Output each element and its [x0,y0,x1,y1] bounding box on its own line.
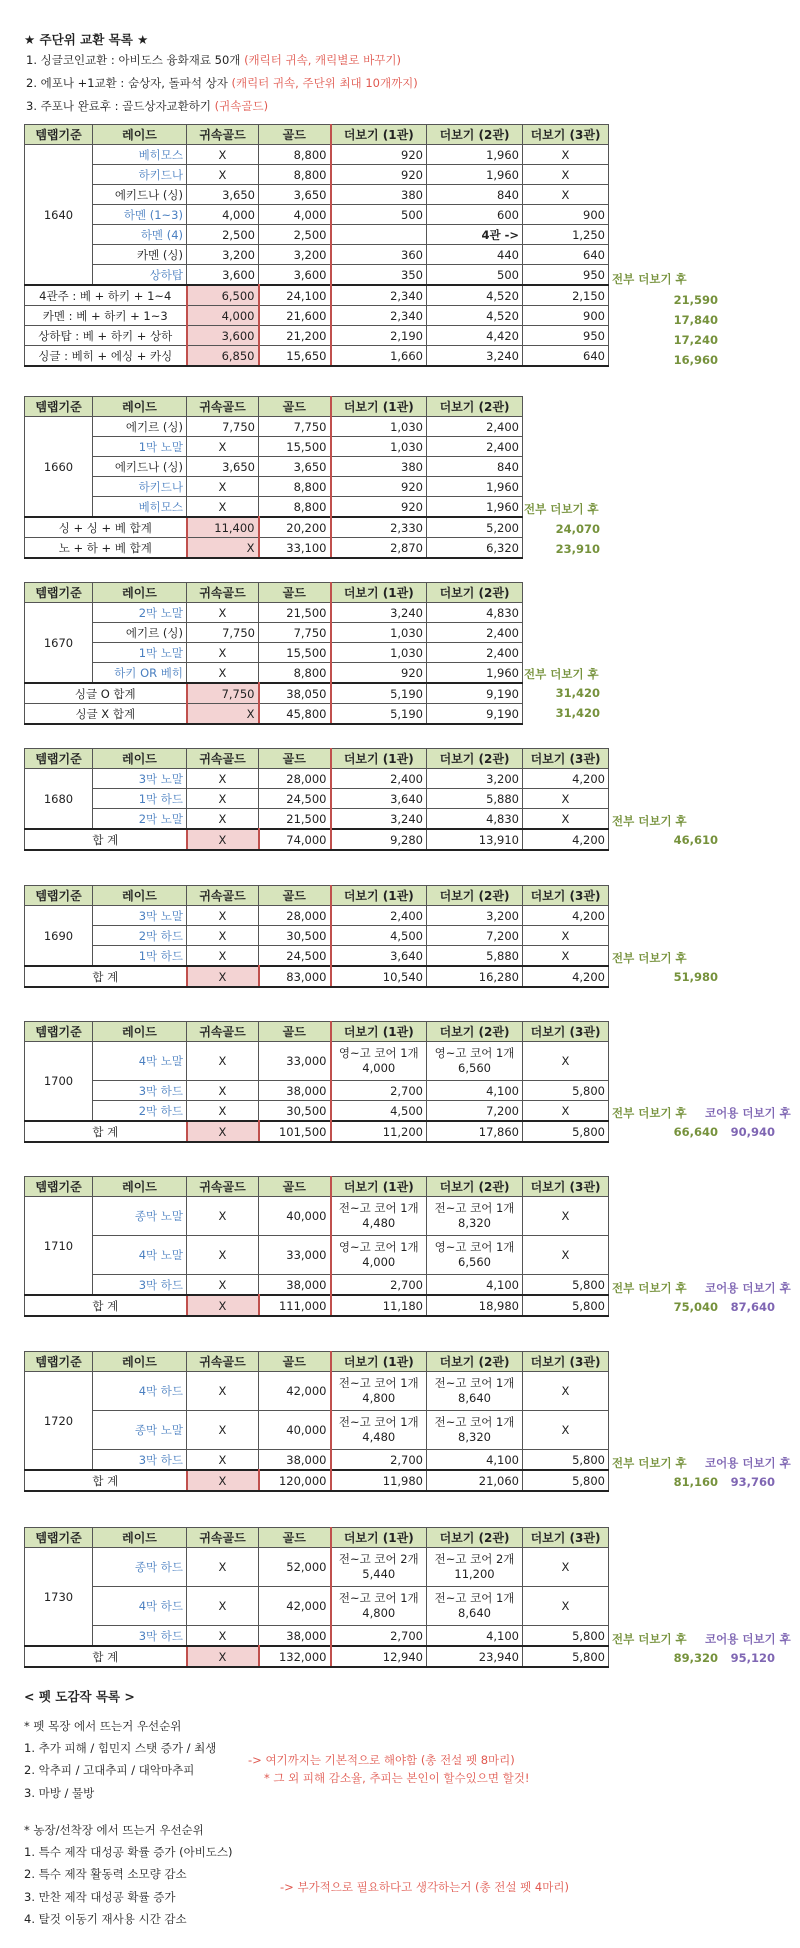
list-item: 1. 특수 제작 대성공 확률 증가 (아비도스) [24,1845,233,1859]
pet-ranch-note: * 그 외 피해 감소율, 추피는 본인이 할수있으면 할것! [264,1771,530,1785]
level-cell: 1700 [25,1042,93,1122]
after-all-label: 전부 더보기 후 [612,1632,687,1646]
after-all-value: 31,420 [555,706,600,720]
table-row: 1막 노말 X 15,500 1,030 2,400 [25,643,523,663]
level-cell: 1640 [25,145,93,286]
table-1720 [24,1351,609,1492]
table-1640 [24,124,609,367]
table-header: 템랩기준 레이드 귀속골드 골드 더보기 (1관) 더보기 (2관) 더보기 (3관) [25,1528,609,1548]
after-core-label: 코어용 더보기 후 [705,1456,791,1470]
table-row: 1670 2막 노말 X 21,500 3,240 4,830 [25,603,523,623]
after-all-label: 전부 더보기 후 [612,951,687,965]
table-header: 템랩기준 레이드 귀속골드 골드 더보기 (1관) 더보기 (2관) [25,397,523,417]
after-all-value: 17,240 [673,333,718,347]
table-row: 1720 4막 하드 X 42,000 전~고 코어 1개 4,800 전~고 코어 1개 8,640 X [25,1372,609,1411]
after-all-value: 66,640 [673,1125,718,1139]
table-row: 1막 하드 X 24,500 3,640 5,880 X [25,789,609,809]
after-core-label: 코어용 더보기 후 [705,1106,791,1120]
weekly-line-3: 3. 주포나 완료후 : 골드상자교환하기 (귀속골드) [26,99,269,113]
table-row: 1막 하드 X 24,500 3,640 5,880 X [25,946,609,967]
after-all-label: 전부 더보기 후 [524,502,599,516]
after-all-value: 23,910 [555,542,600,556]
after-all-value: 46,610 [673,833,718,847]
sum-row: 합 계 X 74,000 9,280 13,910 4,200 [25,829,609,850]
weekly-line-2: 2. 에포나 +1교환 : 숨상자, 돌파석 상자 (캐릭터 귀속, 주단위 최대 10개까지) [26,76,418,90]
after-all-value: 21,590 [673,293,718,307]
list-item: 1. 추가 피해 / 힘민지 스탯 증가 / 최생 [24,1741,217,1755]
table-row: 에키드나 (싱) 3,650 3,650 380 840 [25,457,523,477]
after-all-label: 전부 더보기 후 [612,814,687,828]
table-row: 3막 하드 X 38,000 2,700 4,100 5,800 [25,1275,609,1296]
table-row: 1680 3막 노말 X 28,000 2,400 3,200 4,200 [25,769,609,789]
after-all-value: 89,320 [673,1651,718,1665]
list-item: 2. 특수 제작 활동력 소모량 감소 [24,1867,187,1881]
table-row: 1막 노말 X 15,500 1,030 2,400 [25,437,523,457]
after-core-value: 93,760 [730,1475,775,1489]
table-header: 템랩기준 레이드 귀속골드 골드 더보기 (1관) 더보기 (2관) 더보기 (3관) [25,1352,609,1372]
sum-row: 4관주 : 베 + 하키 + 1~4 6,500 24,100 2,340 4,520 2,150 [25,285,609,306]
sum-row: 싱글 : 베히 + 에싱 + 카싱 6,850 15,650 1,660 3,240 640 [25,346,609,367]
level-cell: 1720 [25,1372,93,1471]
after-core-value: 95,120 [730,1651,775,1665]
table-row: 1730 종막 하드 X 52,000 전~고 코어 2개 5,440 전~고 코어 2개 11,200 X [25,1548,609,1587]
table-row: 하멘 (1~3) 4,000 4,000 500 600 900 [25,205,609,225]
table-row: 1660 에기르 (싱) 7,750 7,750 1,030 2,400 [25,417,523,437]
table-row: 에키드나 (싱) 3,650 3,650 380 840 X [25,185,609,205]
list-item: 4. 탈것 이동기 재사용 시간 감소 [24,1912,187,1926]
table-header: 템랩기준 레이드 귀속골드 골드 더보기 (1관) 더보기 (2관) 더보기 (3관) [25,1177,609,1197]
table-header: 템랩기준 레이드 귀속골드 골드 더보기 (1관) 더보기 (2관) [25,583,523,603]
table-row: 1710 종막 노말 X 40,000 전~고 코어 1개 4,480 전~고 코어 1개 8,320 X [25,1197,609,1236]
after-all-value: 81,160 [673,1475,718,1489]
pet-title: < 펫 도감작 목록 > [24,1689,135,1704]
level-cell: 1670 [25,603,93,684]
table-row: 2막 하드 X 30,500 4,500 7,200 X [25,926,609,946]
table-1670 [24,582,523,725]
pet-ranch-note: -> 여기까지는 기본적으로 해야함 (총 전설 펫 8마리) [248,1753,515,1767]
pet-farm-title: * 농장/선착장 에서 뜨는거 우선순위 [24,1823,204,1837]
level-cell: 1690 [25,906,93,967]
list-item: 2. 악추피 / 고대추피 / 대악마추피 [24,1763,195,1777]
level-cell: 1710 [25,1197,93,1296]
table-row: 1700 4막 노말 X 33,000 영~고 코어 1개 4,000 영~고 코어 1개 6,560 X [25,1042,609,1081]
after-all-value: 51,980 [673,970,718,984]
table-row: 2막 노말 X 21,500 3,240 4,830 X [25,809,609,830]
sum-row: 싱글 O 합계 7,750 38,050 5,190 9,190 [25,683,523,704]
table-row: 베히모스 X 8,800 920 1,960 [25,497,523,518]
table-row: 하키드나 X 8,800 920 1,960 [25,477,523,497]
table-row: 에기르 (싱) 7,750 7,750 1,030 2,400 [25,623,523,643]
after-all-label: 전부 더보기 후 [524,667,599,681]
table-row: 상하탑 3,600 3,600 350 500 950 [25,265,609,286]
sum-row: 싱글 X 합계 X 45,800 5,190 9,190 [25,704,523,725]
weekly-line-1: 1. 싱글코인교환 : 아비도스 융화재료 50개 (캐릭터 귀속, 캐릭별로 바꾸기) [26,53,401,67]
after-all-value: 16,960 [673,353,718,367]
table-row: 종막 노말 X 40,000 전~고 코어 1개 4,480 전~고 코어 1개 8,320 X [25,1411,609,1450]
after-core-label: 코어용 더보기 후 [705,1632,791,1646]
table-row: 하키 OR 베히 X 8,800 920 1,960 [25,663,523,684]
after-all-label: 전부 더보기 후 [612,1106,687,1120]
pet-ranch-title: * 펫 목장 에서 뜨는거 우선순위 [24,1719,182,1733]
after-all-value: 17,840 [673,313,718,327]
table-row: 3막 하드 X 38,000 2,700 4,100 5,800 [25,1626,609,1647]
level-cell: 1680 [25,769,93,830]
table-row: 3막 하드 X 38,000 2,700 4,100 5,800 [25,1081,609,1101]
sum-row: 카멘 : 베 + 하키 + 1~3 4,000 21,600 2,340 4,520 900 [25,306,609,326]
sum-row: 합 계 X 111,000 11,180 18,980 5,800 [25,1295,609,1316]
table-row: 4막 노말 X 33,000 영~고 코어 1개 4,000 영~고 코어 1개 6,560 X [25,1236,609,1275]
table-row: 4막 하드 X 42,000 전~고 코어 1개 4,800 전~고 코어 1개 8,640 X [25,1587,609,1626]
table-row: 카멘 (싱) 3,200 3,200 360 440 640 [25,245,609,265]
table-row: 2막 하드 X 30,500 4,500 7,200 X [25,1101,609,1122]
sum-row: 합 계 X 120,000 11,980 21,060 5,800 [25,1470,609,1491]
table-row: 1640 베히모스 X 8,800 920 1,960 X [25,145,609,165]
after-all-value: 24,070 [555,522,600,536]
after-core-value: 87,640 [730,1300,775,1314]
table-1690 [24,885,609,988]
table-1680 [24,748,609,851]
table-header: 템랩기준 레이드 귀속골드 골드 더보기 (1관) 더보기 (2관) 더보기 (3관) [25,886,609,906]
after-core-label: 코어용 더보기 후 [705,1281,791,1295]
after-all-label: 전부 더보기 후 [612,272,687,286]
after-all-label: 전부 더보기 후 [612,1281,687,1295]
table-1700 [24,1021,609,1143]
sum-row: 싱 + 싱 + 베 합계 11,400 20,200 2,330 5,200 [25,517,523,538]
table-row: 3막 하드 X 38,000 2,700 4,100 5,800 [25,1450,609,1471]
sum-row: 노 + 하 + 베 합계 X 33,100 2,870 6,320 [25,538,523,559]
table-1730 [24,1527,609,1668]
level-cell: 1660 [25,417,93,518]
table-row: 하멘 (4) 2,500 2,500 4관 -> 1,250 [25,225,609,245]
after-core-value: 90,940 [730,1125,775,1139]
table-header: 템랩기준 레이드 귀속골드 골드 더보기 (1관) 더보기 (2관) 더보기 (3관) [25,125,609,145]
list-item: 3. 만찬 제작 대성공 확률 증가 [24,1890,176,1904]
sum-row: 합 계 X 83,000 10,540 16,280 4,200 [25,966,609,987]
table-header: 템랩기준 레이드 귀속골드 골드 더보기 (1관) 더보기 (2관) 더보기 (3관) [25,749,609,769]
sum-row: 합 계 X 101,500 11,200 17,860 5,800 [25,1121,609,1142]
list-item: 3. 마방 / 물방 [24,1786,95,1800]
weekly-title: ★ 주단위 교환 목록 ★ [24,32,149,47]
table-1660 [24,396,523,559]
pet-farm-note: -> 부가적으로 필요하다고 생각하는거 (총 전설 펫 4마리) [280,1880,569,1894]
after-all-value: 31,420 [555,686,600,700]
sum-row: 상하탑 : 베 + 하키 + 상하 3,600 21,200 2,190 4,420 950 [25,326,609,346]
level-cell: 1730 [25,1548,93,1647]
sum-row: 합 계 X 132,000 12,940 23,940 5,800 [25,1646,609,1667]
after-all-label: 전부 더보기 후 [612,1456,687,1470]
table-row: 1690 3막 노말 X 28,000 2,400 3,200 4,200 [25,906,609,926]
table-1710 [24,1176,609,1317]
table-row: 하키드나 X 8,800 920 1,960 X [25,165,609,185]
table-header: 템랩기준 레이드 귀속골드 골드 더보기 (1관) 더보기 (2관) 더보기 (3관) [25,1022,609,1042]
after-all-value: 75,040 [673,1300,718,1314]
